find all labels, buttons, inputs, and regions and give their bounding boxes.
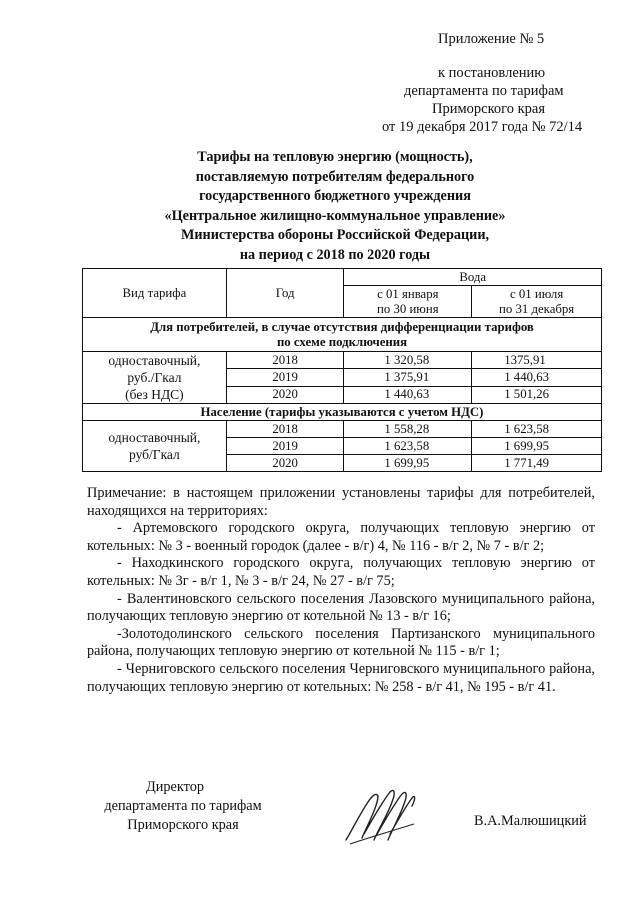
document-title <box>100 148 570 265</box>
section-population: Население (тарифы указываются с учетом НДС) <box>83 404 602 421</box>
year-cell: 2018 <box>226 352 344 369</box>
year-cell: 2020 <box>226 455 344 472</box>
title-line: «Центральное жилищно-коммунальное управление» <box>164 207 506 224</box>
value-cell: 1 699,95 <box>472 438 602 455</box>
table-row <box>83 352 602 369</box>
appendix-department: департамента по тарифам <box>404 83 564 99</box>
appendix-header <box>382 30 606 136</box>
year-cell: 2019 <box>226 438 344 455</box>
appendix-number: Приложение № 5 <box>438 31 545 47</box>
note-section <box>87 485 595 696</box>
tariff-type-cell: одноставочный, руб./Гкал (без НДС) <box>83 352 227 404</box>
value-cell: 1 558,28 <box>344 421 472 438</box>
year-cell: 2020 <box>226 386 344 403</box>
header-water: Вода <box>344 269 602 286</box>
value-cell: 1 440,63 <box>472 369 602 386</box>
note-item: - Валентиновского сельского поселения Лазовского муниципального района, получающих тепловую энергию от котельной № 13 - в/г 16; <box>87 590 595 625</box>
value-cell: 1 623,58 <box>472 421 602 438</box>
title-line: Тарифы на тепловую энергию (мощность), <box>197 149 473 165</box>
title-line: государственного бюджетного учреждения <box>199 188 471 204</box>
appendix-region: Приморского края <box>432 101 546 117</box>
signatory-name: В.А.Малюшицкий <box>474 813 587 829</box>
header-tariff-type: Вид тарифа <box>83 269 227 318</box>
table-row <box>83 421 602 438</box>
appendix-resolution: к постановлению <box>438 65 546 81</box>
note-intro: Примечание: в настоящем приложении установлены тарифы для потребителей, находящихся на территориях: <box>87 485 595 519</box>
title-line: Министерства обороны Российской Федерации, <box>180 227 490 243</box>
handwritten-signature <box>342 784 420 848</box>
note-item: - Артемовского городского округа, получающих тепловую энергию от котельных: № 3 - военный городок (далее - в/г) 4, № 116 - в/г 2, № 7 - в/г 2; <box>87 520 595 554</box>
value-cell: 1 699,95 <box>344 455 472 472</box>
tariff-type-cell: одноставочный, руб/Гкал <box>83 421 227 472</box>
header-period-2: с 01 июля по 31 декабря <box>472 286 602 318</box>
section-general-consumers: Для потребителей, в случае отсутствия дифференциации тарифов по схеме подключения <box>83 318 602 352</box>
position-line: Приморского края <box>127 817 239 833</box>
tariff-table <box>82 268 602 472</box>
appendix-date: от 19 декабря 2017 года № 72/14 <box>382 119 583 135</box>
value-cell: 1 623,58 <box>344 438 472 455</box>
value-cell: 1 771,49 <box>472 455 602 472</box>
year-cell: 2019 <box>226 369 344 386</box>
position-line: департамента по тарифам <box>104 798 262 814</box>
value-cell: 1 440,63 <box>344 386 472 403</box>
header-period-1: с 01 января по 30 июня <box>344 286 472 318</box>
note-item: -Золотодолинского сельского поселения Партизанского муниципального района, получающих тепловую энергию от котельной № 115 - в/г 1; <box>87 625 595 660</box>
signatory-position <box>88 778 278 835</box>
position-line: Директор <box>145 779 204 795</box>
value-cell: 1 501,26 <box>472 386 602 403</box>
title-line: поставляемую потребителям федерального <box>195 168 475 185</box>
value-cell: 1 320,58 <box>344 352 472 369</box>
value-cell: 1 375,91 <box>344 369 472 386</box>
value-cell: 1375,91 <box>472 352 602 369</box>
header-year: Год <box>226 269 344 318</box>
note-item: - Находкинского городского округа, получающих тепловую энергию от котельных: № 3г - в/г 1, № 3 - в/г 24, № 27 - в/г 75; <box>87 555 595 589</box>
title-line: на период с 2018 по 2020 годы <box>239 246 431 263</box>
year-cell: 2018 <box>226 421 344 438</box>
note-item: - Черниговского сельского поселения Черниговского муниципального района, получающих тепловую энергию от котельных: № 258 - в/г 41, № 195 - в/г 41. <box>87 660 595 695</box>
